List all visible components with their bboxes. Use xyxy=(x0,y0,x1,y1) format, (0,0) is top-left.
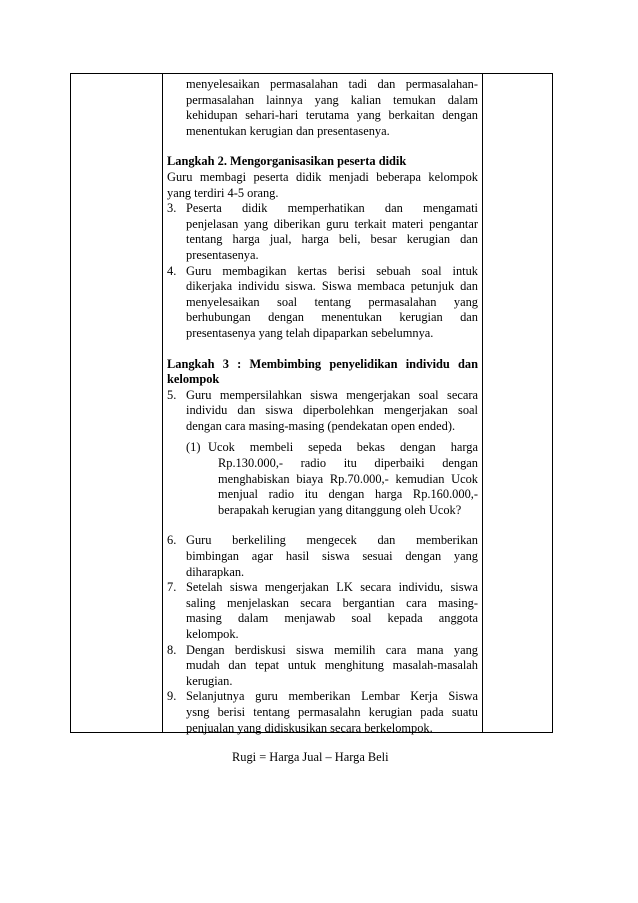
text-line: Ucok membeli sepeda bekas dengan harga xyxy=(208,440,478,455)
text-line: penjelasan yang diberikan guru terkait materi pengantar xyxy=(186,216,478,231)
text-line: Guru berkeliling mengecek dan memberikan xyxy=(186,533,478,548)
text-line: yang terdiri 4-5 orang. xyxy=(167,185,279,200)
column-divider-2 xyxy=(482,74,483,732)
text-line: kelompok. xyxy=(186,627,239,641)
text-line: dikerjaka individu siswa. Siswa membaca petunjuk dan xyxy=(186,279,478,294)
list-item-9 xyxy=(167,689,478,736)
text-line: berhubungan dengan menentukan kerugian dan xyxy=(186,310,478,325)
problem-number: (1) xyxy=(186,440,201,455)
list-item-3 xyxy=(167,201,478,263)
langkah-2-heading: Langkah 2. Mengorganisasikan peserta didik xyxy=(167,154,407,169)
text-line: menyelesaikan soal tentang permasalahan yang xyxy=(186,294,478,309)
text-line: presentasenya. xyxy=(186,247,259,262)
activity-cell xyxy=(167,77,478,766)
text-line: presentasenya yang telah dipaparkan sebelumnya. xyxy=(186,325,434,340)
text-line: permasalahan lainnya yang kalian temukan dalam xyxy=(186,92,478,107)
text-line: Dengan berdiskusi siswa memilih cara mana yang xyxy=(186,642,478,657)
text-line: Setelah siswa mengerjakan LK secara individu, siswa xyxy=(186,580,478,595)
text-line: tentang harga jual, harga beli, besar kerugian dan xyxy=(186,232,478,247)
text-line: individu dan siswa diperbolehkan mengerjakan soal xyxy=(186,403,478,418)
text-line: Guru mempersilahkan siswa mengerjakan soal secara xyxy=(186,387,478,402)
item-number: 6. xyxy=(167,533,177,548)
list-item-6 xyxy=(167,533,478,580)
text-line: menentukan kerugian dan presentasenya. xyxy=(186,123,390,138)
loss-formula: Rugi = Harga Jual – Harga Beli xyxy=(232,750,389,765)
item-number: 7. xyxy=(167,580,177,595)
item-number: 9. xyxy=(167,689,177,704)
problem-item xyxy=(186,440,478,518)
langkah-3-heading: Langkah 3 : Membimbing penyelidikan individu dan xyxy=(167,356,478,371)
item-number: 8. xyxy=(167,642,177,657)
text-line: diharapkan. xyxy=(186,564,245,579)
item-number: 4. xyxy=(167,263,177,278)
text-line: masing dalam menjawab soal kepada anggota xyxy=(186,611,478,626)
text-line: menjual radio itu dengan harga Rp.160.000,- xyxy=(218,487,478,502)
list-item-7 xyxy=(167,580,478,642)
list-item-5 xyxy=(167,388,478,435)
text-line: menyelesaikan permasalahan tadi dan permasalahan- xyxy=(186,77,478,91)
text-line: Peserta didik memperhatikan dan mengamati xyxy=(186,201,478,216)
text-line: saling menjelaskan secara bergantian cara masing- xyxy=(186,595,478,610)
text-line: kehidupan sehari-hari terutama yang berkaitan dengan xyxy=(186,108,478,123)
text-line: mudah dan tepat untuk menghitung masalah-masalah xyxy=(186,658,478,673)
text-line: berapakah kerugian yang ditanggung oleh Ucok? xyxy=(218,502,462,517)
text-line: penjualan yang didiskusikan secara berkelompok. xyxy=(186,720,433,735)
column-divider-1 xyxy=(162,74,163,732)
text-line: bimbingan agar hasil siswa sesuai dengan yang xyxy=(186,549,478,564)
text-line: Guru membagi peserta didik menjadi beberapa kelompok xyxy=(167,169,478,184)
text-line: Guru membagikan kertas berisi sebuah soal intuk xyxy=(186,263,478,278)
item-number: 5. xyxy=(167,387,177,402)
list-item-4 xyxy=(167,264,478,342)
text-line: ysng berisi tentang permasalahn kerugian pada suatu xyxy=(186,704,478,719)
list-item-8 xyxy=(167,643,478,690)
text-line: Selanjutnya guru memberikan Lembar Kerja Siswa xyxy=(186,689,478,704)
langkah-3-heading-cont: kelompok xyxy=(167,372,220,387)
text-line: dengan cara masing-masing (pendekatan open ended). xyxy=(186,418,456,433)
text-line: Rp.130.000,- radio itu diperbaiki dengan xyxy=(218,456,478,471)
text-line: menghabiskan biaya Rp.70.000,- kemudian Ucok xyxy=(218,471,478,486)
text-line: kerugian. xyxy=(186,673,233,688)
item-number: 3. xyxy=(167,201,177,216)
intro-paragraph xyxy=(167,77,478,139)
